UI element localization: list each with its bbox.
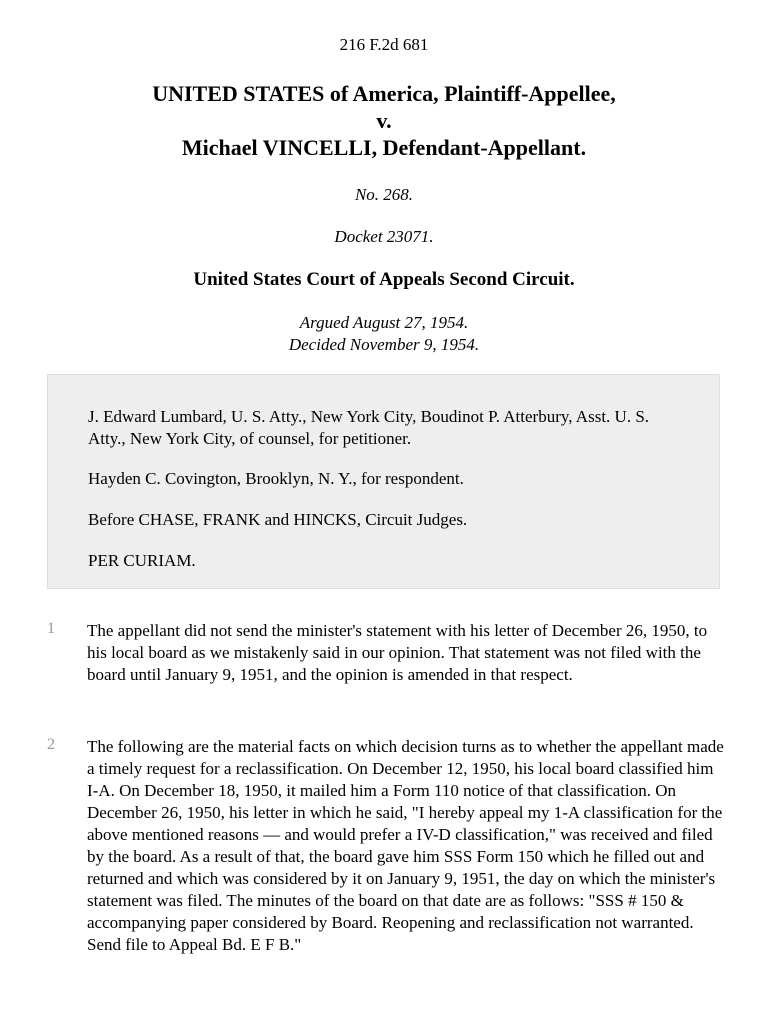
case-citation: 216 F.2d 681 [339,35,429,54]
caption-defendant: Michael VINCELLI, Defendant-Appellant. [181,135,587,160]
case-dates [0,312,768,356]
per-curiam: PER CURIAM. [88,551,196,570]
counsel-box [47,374,720,589]
paragraph-number: 2 [47,736,55,753]
caption-versus: v. [376,108,392,133]
decided-date: Decided November 9, 1954. [288,335,480,354]
paragraph-text: The following are the material facts on which decision turns as to whether the appellant made a timely request for a reclassification. On December 12, 1950, his local board classified him I-A. On December 18, 1950, it mailed him a Form 110 notice of that classification. On December 26, 1950, his letter in which he said, "I hereby appeal my 1-A classification for the above mentioned reasons — and would prefer a IV-D classification," was received and filed by the board. As a result of that, the board gave him SSS Form 150 which he filled out and returned and which was considered by it on January 9, 1951, the day on which the minister's statement was filed. The minutes of the board on that date are as follows: "SSS # 150 & accompanying paper considered by Board. Reopening and reclassification not warranted. Send file to Appeal Bd. E F B." [87,737,724,954]
respondent-counsel: Hayden C. Covington, Brooklyn, N. Y., for respondent. [88,469,464,488]
paragraph-number: 1 [47,620,55,637]
case-caption [0,80,768,161]
docket-number: Docket 23071. [334,227,434,246]
caption-plaintiff: UNITED STATES of America, Plaintiff-Appellee, [152,81,616,106]
paragraph-text: The appellant did not send the minister's statement with his letter of December 26, 1950, to his local board as we mistakenly said in our opinion. That statement was not filed with the board until January 9, 1951, and the opinion is amended in that respect. [87,621,708,684]
judges-panel: Before CHASE, FRANK and HINCKS, Circuit Judges. [88,510,468,529]
argued-date: Argued August 27, 1954. [299,313,469,332]
petitioner-counsel: J. Edward Lumbard, U. S. Atty., New York City, Boudinot P. Atterbury, Asst. U. S. Atty., New York City, of counsel, for petitioner. [88,407,650,448]
case-number: No. 268. [354,185,414,204]
court-name: United States Court of Appeals Second Circuit. [193,269,575,290]
